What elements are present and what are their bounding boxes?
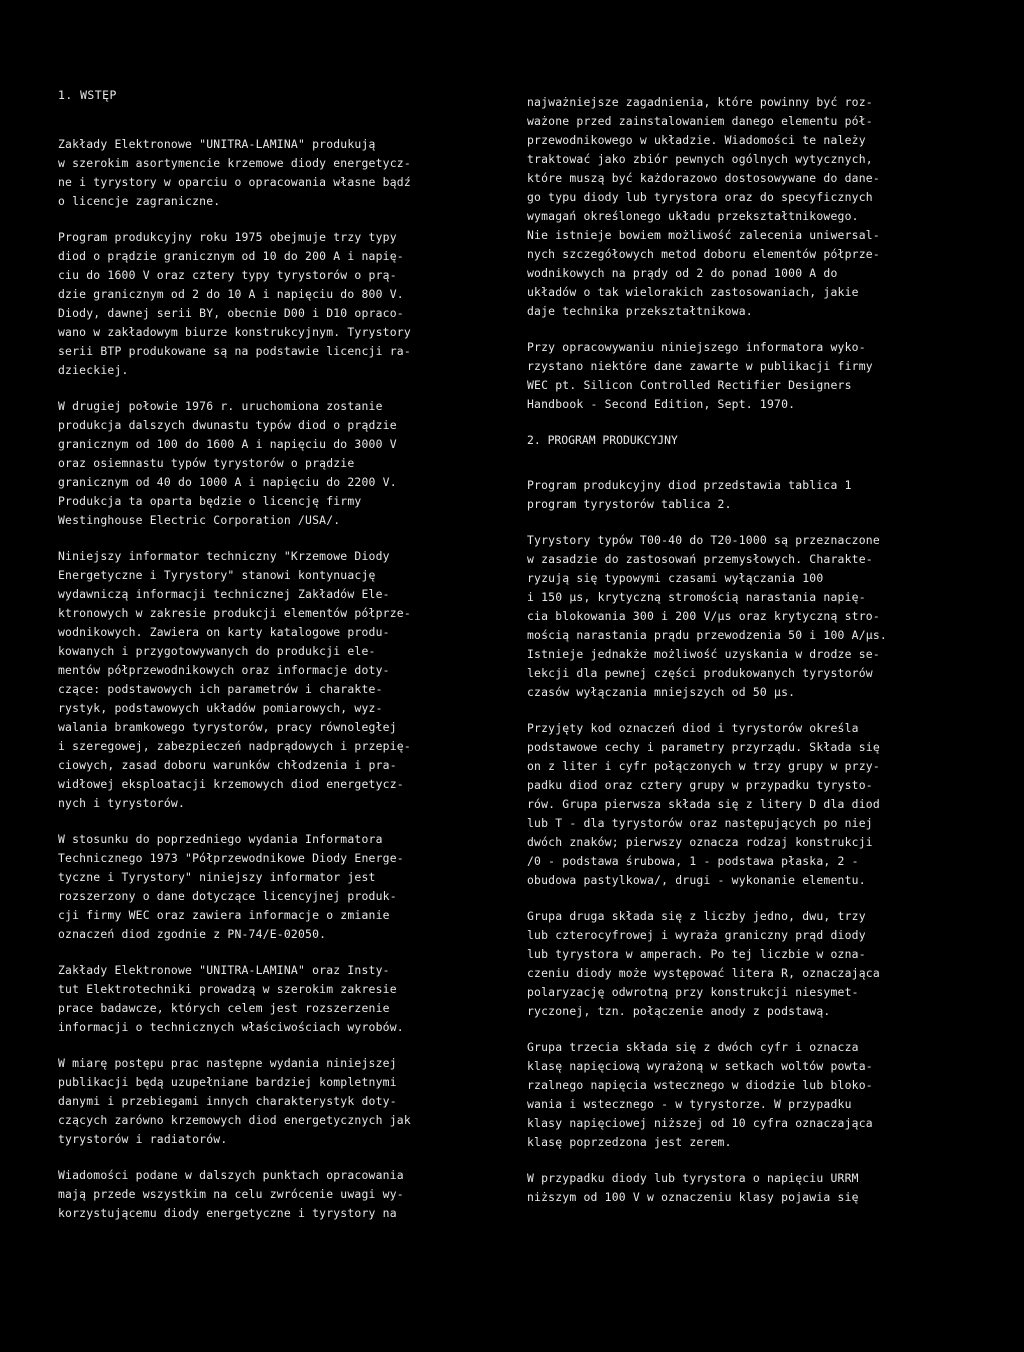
right-column (527, 93, 967, 1224)
left-column (58, 86, 490, 1240)
paragraph: Przyjęty kod oznaczeń diod i tyrystorów określa podstawowe cechy i parametry przyrządu. Składa się on z liter i cyfr połączonych w trzy grupy w przy- padku diod oraz cztery grupy w przypadku tyrysto- rów. Grupa pierwsza składa się z litery D dla diod lub T - dla tyrystorów oraz następujących po niej dwóch znaków; pierwszy oznacza rodzaj konstrukcji /0 - podstawa śrubowa, 1 - podstawa płaska, 2 - obudowa pastylkowa/, drugi - wykonanie elementu. (527, 721, 880, 887)
paragraph: najważniejsze zagadnienia, które powinny być roz- ważone przed zainstalowaniem danego elementu pół- przewodnikowego w układzie. Wiadomości te należy traktować jako zbiór pewnych ogólnych wytycznych, które muszą być każdorazowo dostosowywane do dane- go typu diody lub tyrystora oraz do specyficznych wymagań określonego układu przekształtnikowego. Nie istnieje bowiem możliwość zalecenia uniwersal- nych szczegółowych metod doboru elementów półprze- wodnikowych na prądy od 2 do ponad 1000 A do układów o tak wielorakich zastosowaniach, jakie daje technika przekształtnikowa. (527, 95, 880, 318)
paragraph: Niniejszy informator techniczny "Krzemowe Diody Energetyczne i Tyrystory" stanowi kontynuację wydawniczą informacji technicznej Zakładów Ele- ktronowych w zakresie produkcji elementów półprze- wodnikowych. Zawiera on karty katalogowe produ- kowanych i przygotowywanych do produkcji ele- mentów półprzewodnikowych oraz informacje doty- czące: podstawowych ich parametrów i charakte- rystyk, podstawowych układów pomiarowych, wyz- walania bramkowego tyrystorów, pracy równoległej i szeregowej, zabezpieczeń nadprądowych i przepię- ciowych, zasad doboru warunków chłodzenia i pra- widłowej eksploatacji krzemowych diod energetycz- nych i tyrystorów. (58, 549, 411, 810)
paragraph: Zakłady Elektronowe "UNITRA-LAMINA" oraz Insty- tut Elektrotechniki prowadzą w szerokim zakresie prace badawcze, których celem jest rozszerzenie informacji o technicznych właściwościach wyrobów. (58, 963, 404, 1034)
paragraph: W przypadku diody lub tyrystora o napięciu URRM niższym od 100 V w oznaczeniu klasy pojawia się (527, 1171, 859, 1204)
section-heading-introduction: 1. WSTĘP (58, 88, 117, 102)
paragraph: Wiadomości podane w dalszych punktach opracowania mają przede wszystkim na celu zwrócenie uwagi wy- korzystującemu diody energetyczne i tyrystory na (58, 1168, 404, 1220)
paragraph: Grupa trzecia składa się z dwóch cyfr i oznacza klasę napięciową wyrażoną w setkach woltów powta- rzalnego napięcia wstecznego w diodzie lub bloko- wania i wstecznego - w tyrystorze. W przypadku klasy napięciowej niższej od 10 cyfra oznaczająca klasę poprzedzona jest zerem. (527, 1040, 873, 1149)
paragraph: Grupa druga składa się z liczby jedno, dwu, trzy lub czterocyfrowej i wyraża graniczny prąd diody lub tyrystora w amperach. Po tej liczbie w ozna- czeniu diody może występować litera R, oznaczająca polaryzację odwrotną przy konstrukcji niesymet- ryczonej, tzn. połączenie anody z podstawą. (527, 909, 880, 1018)
paragraph: Zakłady Elektronowe "UNITRA-LAMINA" produkują w szerokim asortymencie krzemowe diody energetycz- ne i tyrystory w oparciu o opracowania własne bądź o licencje zagraniczne. (58, 137, 411, 208)
paragraph: Program produkcyjny diod przedstawia tablica 1 program tyrystorów tablica 2. (527, 478, 852, 511)
paragraph: Przy opracowywaniu niniejszego informatora wyko- rzystano niektóre dane zawarte w publikacji firmy WEC pt. Silicon Controlled Rectifier Designers Handbook - Second Edition, Sept. 1970. (527, 340, 873, 411)
paragraph: W miarę postępu prac następne wydania niniejszej publikacji będą uzupełniane bardziej kompletnymi danymi i przebiegami innych charakterystyk doty- czących zarówno krzemowych diod energetycznych jak tyrystorów i radiatorów. (58, 1056, 411, 1146)
paragraph: Program produkcyjny roku 1975 obejmuje trzy typy diod o prądzie granicznym od 10 do 200 A i napię- ciu do 1600 V oraz cztery typy tyrystorów o prą- dzie granicznym od 2 do 10 A i napięciu do 800 V. Diody, dawnej serii BY, obecnie D00 i D10 opraco- wano w zakładowym biurze konstrukcyjnym. Tyrystory serii BTP produkowane są na podstawie licencji ra- dzieckiej. (58, 230, 411, 377)
paragraph: Tyrystory typów T00-40 do T20-1000 są przeznaczone w zasadzie do zastosowań przemysłowych. Charakte- ryzują się typowymi czasami wyłączania 100 i 150 µs, krytyczną stromością narastania napię- cia blokowania 300 i 200 V/µs oraz krytyczną stro- mością narastania prądu przewodzenia 50 i 100 A/µs. Istnieje jednakże możliwość uzyskania w drodze se- lekcji dla pewnej części produkowanych tyrystorów czasów wyłączania mniejszych od 50 µs. (527, 533, 887, 699)
paragraph: W stosunku do poprzedniego wydania Informatora Technicznego 1973 "Półprzewodnikowe Diody Energe- tyczne i Tyrystory" niniejszy informator jest rozszerzony o dane dotyczące licencyjnej produk- cji firmy WEC oraz zawiera informacje o zmianie oznaczeń diod zgodnie z PN-74/E-02050. (58, 832, 404, 941)
paragraph: W drugiej połowie 1976 r. uruchomiona zostanie produkcja dalszych dwunastu typów diod o prądzie granicznym od 100 do 1600 A i napięciu do 3000 V oraz osiemnastu typów tyrystorów o prądzie granicznym od 40 do 1000 A i napięciu do 2200 V. Produkcja ta oparta będzie o licencję firmy Westinghouse Electric Corporation /USA/. (58, 399, 397, 527)
section-heading-production-program: 2. PROGRAM PRODUKCYJNY (527, 433, 678, 447)
